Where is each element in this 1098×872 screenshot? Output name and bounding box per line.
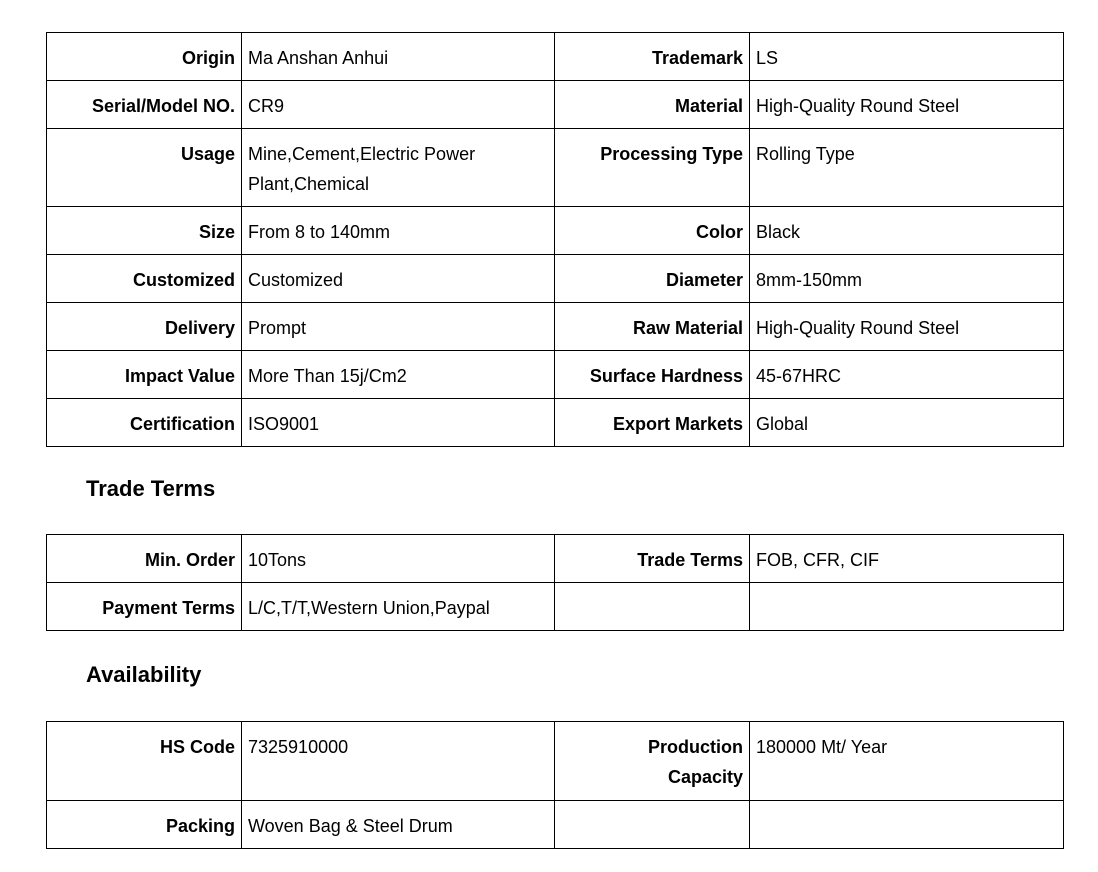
spec-key <box>555 583 750 631</box>
spec-key: Customized <box>47 255 242 303</box>
spec-key: Processing Type <box>555 129 750 207</box>
spec-value: Black <box>750 207 1064 255</box>
spec-key: Production Capacity <box>555 722 750 801</box>
spec-value: 180000 Mt/ Year <box>750 722 1064 801</box>
spec-value: Woven Bag & Steel Drum <box>242 801 555 849</box>
table-row <box>47 303 1064 351</box>
spec-value: Prompt <box>242 303 555 351</box>
spec-value: LS <box>750 33 1064 81</box>
spec-key: HS Code <box>47 722 242 801</box>
spec-value: FOB, CFR, CIF <box>750 535 1064 583</box>
spec-value: Global <box>750 399 1064 447</box>
spec-key: Serial/Model NO. <box>47 81 242 129</box>
spec-value: High-Quality Round Steel <box>750 81 1064 129</box>
table-row <box>47 722 1064 801</box>
trade-terms-heading: Trade Terms <box>86 476 216 501</box>
table-row <box>47 255 1064 303</box>
spec-key: Usage <box>47 129 242 207</box>
spec-value: Ma Anshan Anhui <box>242 33 555 81</box>
spec-value: Mine,Cement,Electric Power Plant,Chemical <box>242 129 555 207</box>
table-row <box>47 801 1064 849</box>
spec-key <box>555 801 750 849</box>
spec-key: Raw Material <box>555 303 750 351</box>
spec-value: L/C,T/T,Western Union,Paypal <box>242 583 555 631</box>
spec-value: High-Quality Round Steel <box>750 303 1064 351</box>
spec-key: Diameter <box>555 255 750 303</box>
spec-value: Rolling Type <box>750 129 1064 207</box>
spec-key: Size <box>47 207 242 255</box>
spec-key: Origin <box>47 33 242 81</box>
spec-value <box>750 583 1064 631</box>
spec-key: Min. Order <box>47 535 242 583</box>
spec-key: Export Markets <box>555 399 750 447</box>
spec-key: Trademark <box>555 33 750 81</box>
spec-key: Color <box>555 207 750 255</box>
spec-value: From 8 to 140mm <box>242 207 555 255</box>
spec-value: 10Tons <box>242 535 555 583</box>
spec-value: More Than 15j/Cm2 <box>242 351 555 399</box>
spec-value: Customized <box>242 255 555 303</box>
spec-value: CR9 <box>242 81 555 129</box>
spec-key: Impact Value <box>47 351 242 399</box>
spec-value <box>750 801 1064 849</box>
trade-terms-table <box>46 534 1064 631</box>
table-row <box>47 129 1064 207</box>
table-row <box>47 207 1064 255</box>
availability-heading: Availability <box>86 662 202 687</box>
availability-table <box>46 721 1064 849</box>
spec-value: ISO9001 <box>242 399 555 447</box>
spec-key: Certification <box>47 399 242 447</box>
table-row <box>47 583 1064 631</box>
spec-value: 8mm-150mm <box>750 255 1064 303</box>
table-row <box>47 33 1064 81</box>
spec-value: 45-67HRC <box>750 351 1064 399</box>
spec-key: Delivery <box>47 303 242 351</box>
spec-key: Material <box>555 81 750 129</box>
table-row <box>47 399 1064 447</box>
table-row <box>47 81 1064 129</box>
table-row <box>47 351 1064 399</box>
table-row <box>47 535 1064 583</box>
spec-key: Trade Terms <box>555 535 750 583</box>
spec-key: Payment Terms <box>47 583 242 631</box>
spec-value: 7325910000 <box>242 722 555 801</box>
spec-key: Packing <box>47 801 242 849</box>
spec-table <box>46 32 1064 447</box>
spec-key: Surface Hardness <box>555 351 750 399</box>
